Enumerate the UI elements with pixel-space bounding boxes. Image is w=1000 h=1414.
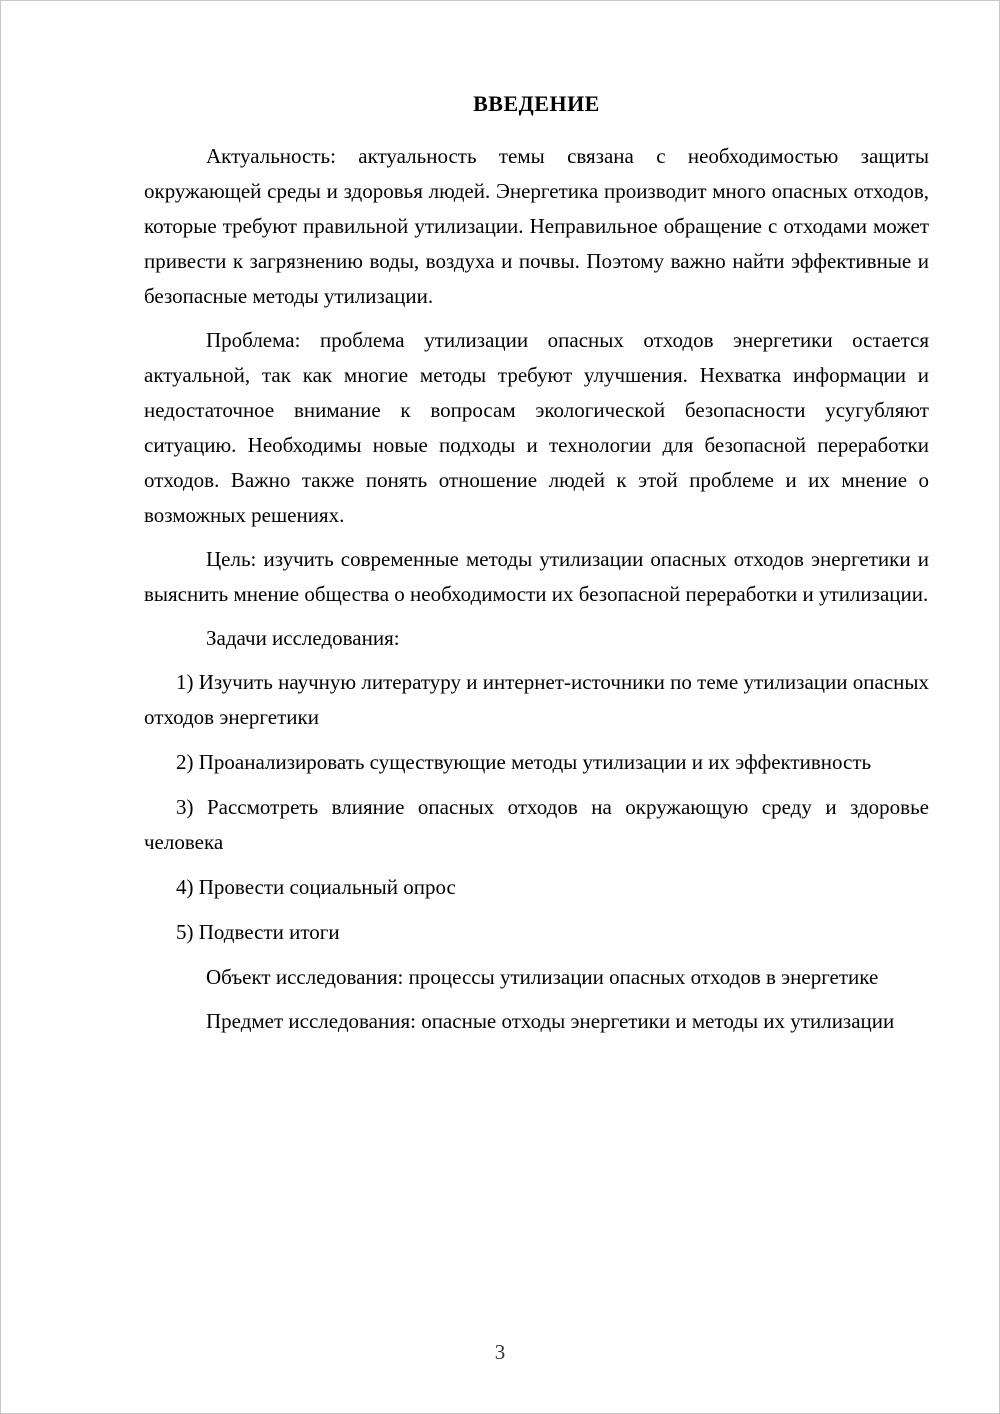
paragraph-subject: Предмет исследования: опасные отходы энергетики и методы их утилизации bbox=[206, 1009, 895, 1033]
paragraph-relevance: Актуальность: актуальность темы связана с необходимостью защиты окружающей среды и здоровья людей. Энергетика производит много опасных отходов, которые требуют правильной утилизации. Неправильное обращение с отходами может привести к загрязнению воды, воздуха и почвы. Поэтому важно найти эффективные и безопасные методы утилизации. bbox=[144, 144, 929, 308]
paragraph-goal: Цель: изучить современные методы утилизации опасных отходов энергетики и выяснить мнение общества о необходимости их безопасной переработки и утилизации. bbox=[144, 547, 929, 606]
paragraph-object: Объект исследования: процессы утилизации опасных отходов в энергетике bbox=[206, 965, 879, 989]
list-item-1: 1) Изучить научную литературу и интернет-источники по теме утилизации опасных отходов энергетики bbox=[144, 670, 929, 729]
page-content bbox=[1, 1, 999, 1039]
paragraph-tasks-heading: Задачи исследования: bbox=[206, 626, 400, 650]
page-title: ВВЕДЕНИЕ bbox=[473, 91, 600, 116]
list-item-3: 3) Рассмотреть влияние опасных отходов на окружающую среду и здоровье человека bbox=[144, 795, 929, 854]
list-item-2: 2) Проанализировать существующие методы утилизации и их эффективность bbox=[176, 750, 872, 774]
paragraph-problem: Проблема: проблема утилизации опасных отходов энергетики остается актуальной, так как многие методы требуют улучшения. Нехватка информации и недостаточное внимание к вопросам экологической безопасности усугубляют ситуацию. Необходимы новые подходы и технологии для безопасной переработки отходов. Важно также понять отношение людей к этой проблеме и их мнение о возможных решениях. bbox=[144, 328, 929, 527]
list-item-5: 5) Подвести итоги bbox=[176, 920, 340, 944]
page-number: 3 bbox=[494, 1340, 506, 1364]
list-item-4: 4) Провести социальный опрос bbox=[176, 875, 456, 899]
